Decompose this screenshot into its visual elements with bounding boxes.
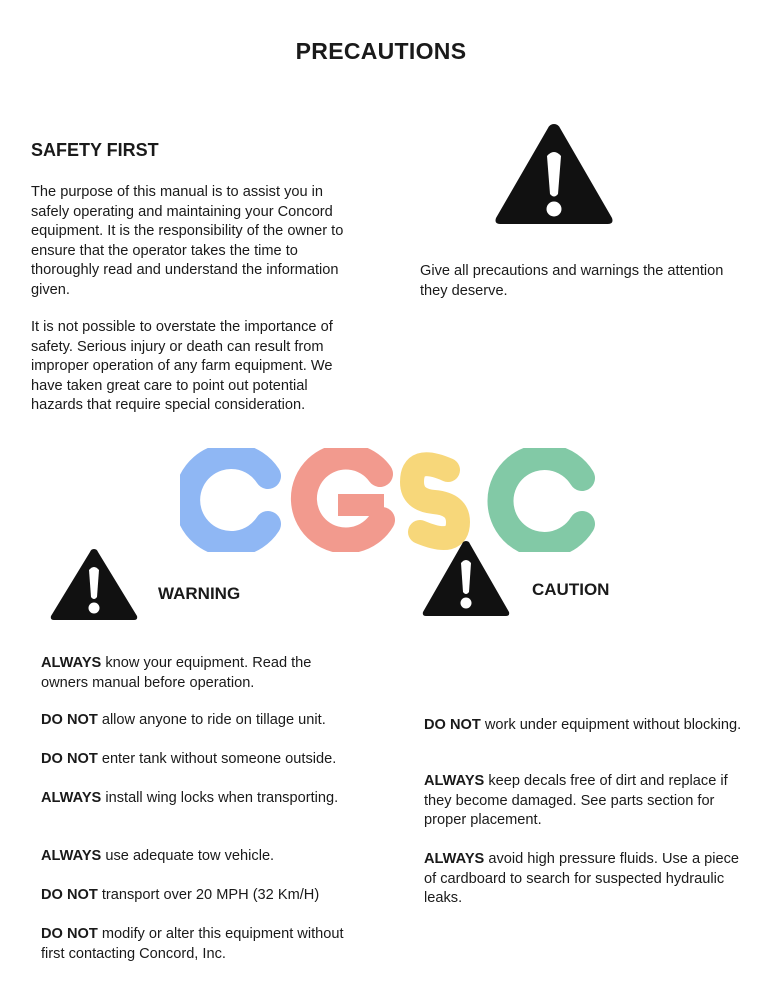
warning-item [41, 750, 359, 770]
item-keyword: ALWAYS [41, 848, 102, 864]
item-keyword: ALWAYS [424, 851, 485, 867]
warning-item [41, 654, 359, 693]
item-keyword: DO NOT [41, 887, 98, 903]
warning-item [41, 886, 359, 906]
item-text: use adequate tow vehicle. [105, 848, 275, 864]
item-text: transport over 20 MPH (32 Km/H) [101, 887, 320, 903]
warning-item [41, 711, 359, 731]
item-text: work under equipment without blocking. [484, 717, 742, 733]
item-keyword: DO NOT [424, 717, 481, 733]
item-text: install wing locks when transporting. [105, 790, 339, 806]
warning-label: WARNING [158, 584, 241, 603]
item-text: enter tank without someone outside. [101, 751, 337, 767]
item-keyword: ALWAYS [41, 655, 102, 671]
warning-item [41, 847, 359, 867]
importance-paragraph: It is not possible to overstate the importance of safety. Serious injury or death can result from improper operation of any farm equipment. We have taken great care to point out potential hazards that require special consideration. [31, 319, 333, 414]
attention-note: Give all precautions and warnings the attention they deserve. [420, 263, 724, 299]
item-text: know your equipment. Read the owners manual before operation. [41, 655, 312, 691]
caution-item [424, 716, 746, 736]
warning-triangle-icon [48, 546, 140, 622]
safety-first-heading: SAFETY FIRST [31, 140, 159, 160]
caution-triangle-icon [420, 538, 512, 618]
item-keyword: ALWAYS [41, 790, 102, 806]
warning-triangle-icon [492, 120, 616, 228]
caution-label: CAUTION [532, 580, 610, 599]
watermark-logo [180, 448, 600, 552]
item-text: allow anyone to ride on tillage unit. [101, 712, 326, 728]
item-keyword: ALWAYS [424, 773, 485, 789]
page-title: PRECAUTIONS [295, 38, 467, 64]
item-keyword: DO NOT [41, 926, 98, 942]
cgsc-watermark [180, 448, 600, 552]
intro-paragraph: The purpose of this manual is to assist you in safely operating and maintaining your Concord equipment. It is the responsibility of the owner to ensure that the operator takes the time to thoroughly read and understand the information given. [31, 184, 344, 298]
item-text: modify or alter this equipment without first contacting Concord, Inc. [41, 926, 344, 962]
item-keyword: DO NOT [41, 712, 98, 728]
item-text: avoid high pressure fluids. Use a piece of cardboard to search for suspected hydraulic leaks. [424, 851, 740, 907]
item-text: keep decals free of dirt and replace if they become damaged. See parts section for proper placement. [424, 773, 728, 829]
warning-item [41, 789, 359, 809]
item-keyword: DO NOT [41, 751, 98, 767]
caution-item [424, 772, 746, 831]
warning-item [41, 925, 359, 964]
caution-item [424, 850, 746, 909]
